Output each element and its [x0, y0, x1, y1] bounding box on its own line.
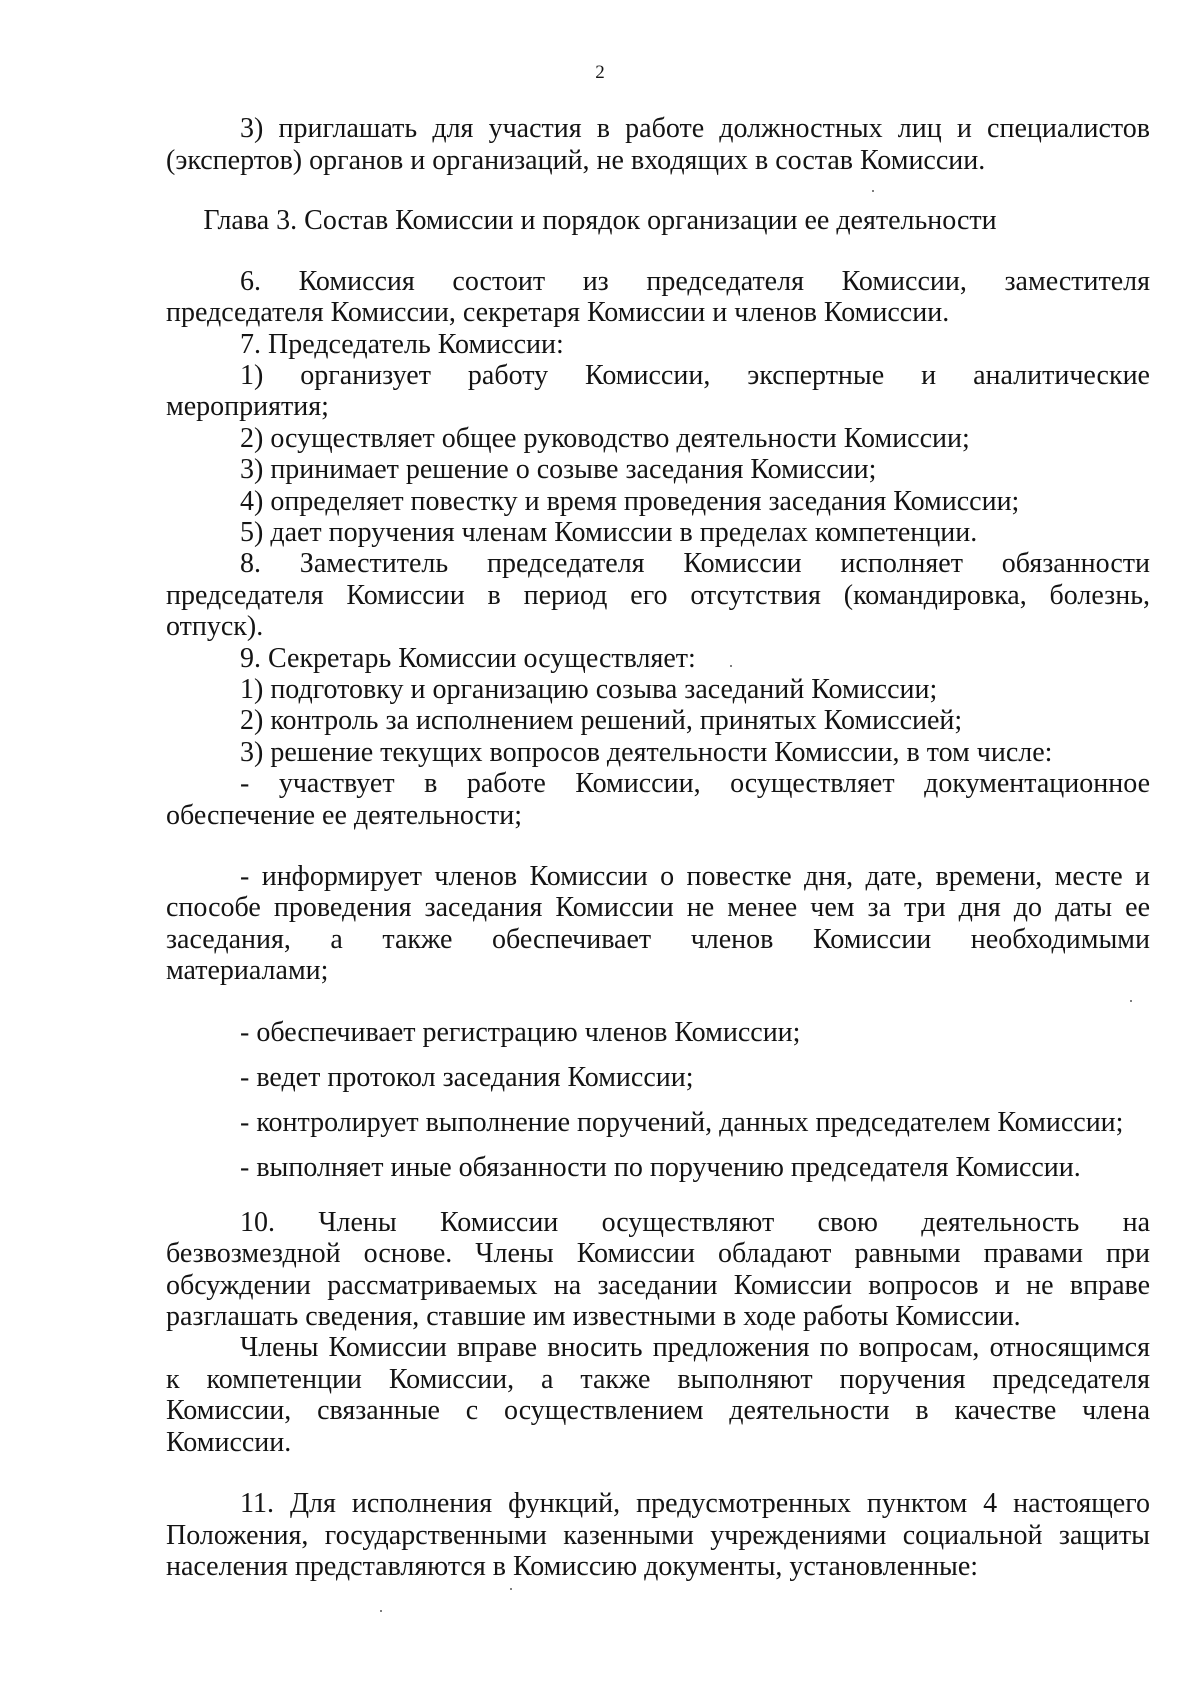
- text-line: 2) контроль за исполнением решений, принятых Комиссией;: [240, 705, 963, 736]
- text-line: 1) подготовку и организацию созыва заседаний Комиссии;: [240, 674, 938, 705]
- text-line: населения представляются в Комиссию документы, установленные:: [166, 1551, 979, 1582]
- text-line: - информирует членов Комиссии о повестке дня, дате, времени, месте и: [240, 861, 1150, 892]
- text-line: обсуждении рассматриваемых на заседании Комиссии вопросов и не вправе: [166, 1270, 1150, 1301]
- page-number: 2: [595, 62, 605, 83]
- text-line: к компетенции Комиссии, а также выполняют поручения председателя: [166, 1364, 1150, 1395]
- text-line: 11. Для исполнения функций, предусмотренных пунктом 4 настоящего: [240, 1488, 1150, 1519]
- text-line: способе проведения заседания Комиссии не менее чем за три дня до даты ее: [166, 892, 1150, 923]
- text-line: 2) осуществляет общее руководство деятельности Комиссии;: [240, 423, 970, 454]
- text-line: - выполняет иные обязанности по поручению председателя Комиссии.: [240, 1152, 1081, 1183]
- text-line: 3) принимает решение о созыве заседания Комиссии;: [240, 454, 877, 485]
- text-line: 4) определяет повестку и время проведения заседания Комиссии;: [240, 486, 1020, 517]
- scan-speck: [1130, 1000, 1132, 1002]
- text-line: Комиссии, связанные с осуществлением деятельности в качестве члена: [166, 1395, 1150, 1426]
- text-line: заседания, а также обеспечивает членов Комиссии необходимыми: [166, 924, 1150, 955]
- text-line: обеспечение ее деятельности;: [166, 800, 522, 831]
- scan-speck: [510, 1588, 512, 1590]
- text-line: председателя Комиссии, секретаря Комиссии и членов Комиссии.: [166, 297, 950, 328]
- text-line: мероприятия;: [166, 391, 329, 422]
- text-line: - ведет протокол заседания Комиссии;: [240, 1062, 694, 1093]
- scan-speck: [872, 190, 874, 192]
- text-line: 3) приглашать для участия в работе должностных лиц и специалистов: [240, 113, 1150, 144]
- text-line: 9. Секретарь Комиссии осуществляет:: [240, 643, 696, 674]
- text-line: 8. Заместитель председателя Комиссии исполняет обязанности: [240, 548, 1150, 579]
- text-line: - участвует в работе Комиссии, осуществляет документационное: [240, 768, 1150, 799]
- text-line: 10. Члены Комиссии осуществляют свою деятельность на: [240, 1207, 1150, 1238]
- text-line: отпуск).: [166, 611, 264, 642]
- text-line: - обеспечивает регистрацию членов Комиссии;: [240, 1017, 801, 1048]
- text-line: - контролирует выполнение поручений, данных председателем Комиссии;: [240, 1107, 1124, 1138]
- text-line: (экспертов) органов и организаций, не входящих в состав Комиссии.: [166, 145, 986, 176]
- text-line: 7. Председатель Комиссии:: [240, 329, 564, 360]
- text-line: Члены Комиссии вправе вносить предложения по вопросам, относящимся: [240, 1332, 1150, 1363]
- chapter-title: Глава 3. Состав Комиссии и порядок организации ее деятельности: [203, 205, 997, 236]
- text-line: Комиссии.: [166, 1427, 292, 1458]
- text-line: председателя Комиссии в период его отсутствия (командировка, болезнь,: [166, 580, 1150, 611]
- text-line: 5) дает поручения членам Комиссии в пределах компетенции.: [240, 517, 978, 548]
- scan-speck: [380, 1610, 382, 1612]
- text-line: Положения, государственными казенными учреждениями социальной защиты: [166, 1520, 1150, 1551]
- text-line: 3) решение текущих вопросов деятельности Комиссии, в том числе:: [240, 737, 1053, 768]
- scan-speck: [730, 665, 732, 667]
- text-line: безвозмездной основе. Члены Комиссии обладают равными правами при: [166, 1238, 1150, 1269]
- text-line: 1) организует работу Комиссии, экспертные и аналитические: [240, 360, 1150, 391]
- text-line: материалами;: [166, 955, 329, 986]
- text-line: 6. Комиссия состоит из председателя Комиссии, заместителя: [240, 266, 1150, 297]
- text-line: разглашать сведения, ставшие им известными в ходе работы Комиссии.: [166, 1301, 1021, 1332]
